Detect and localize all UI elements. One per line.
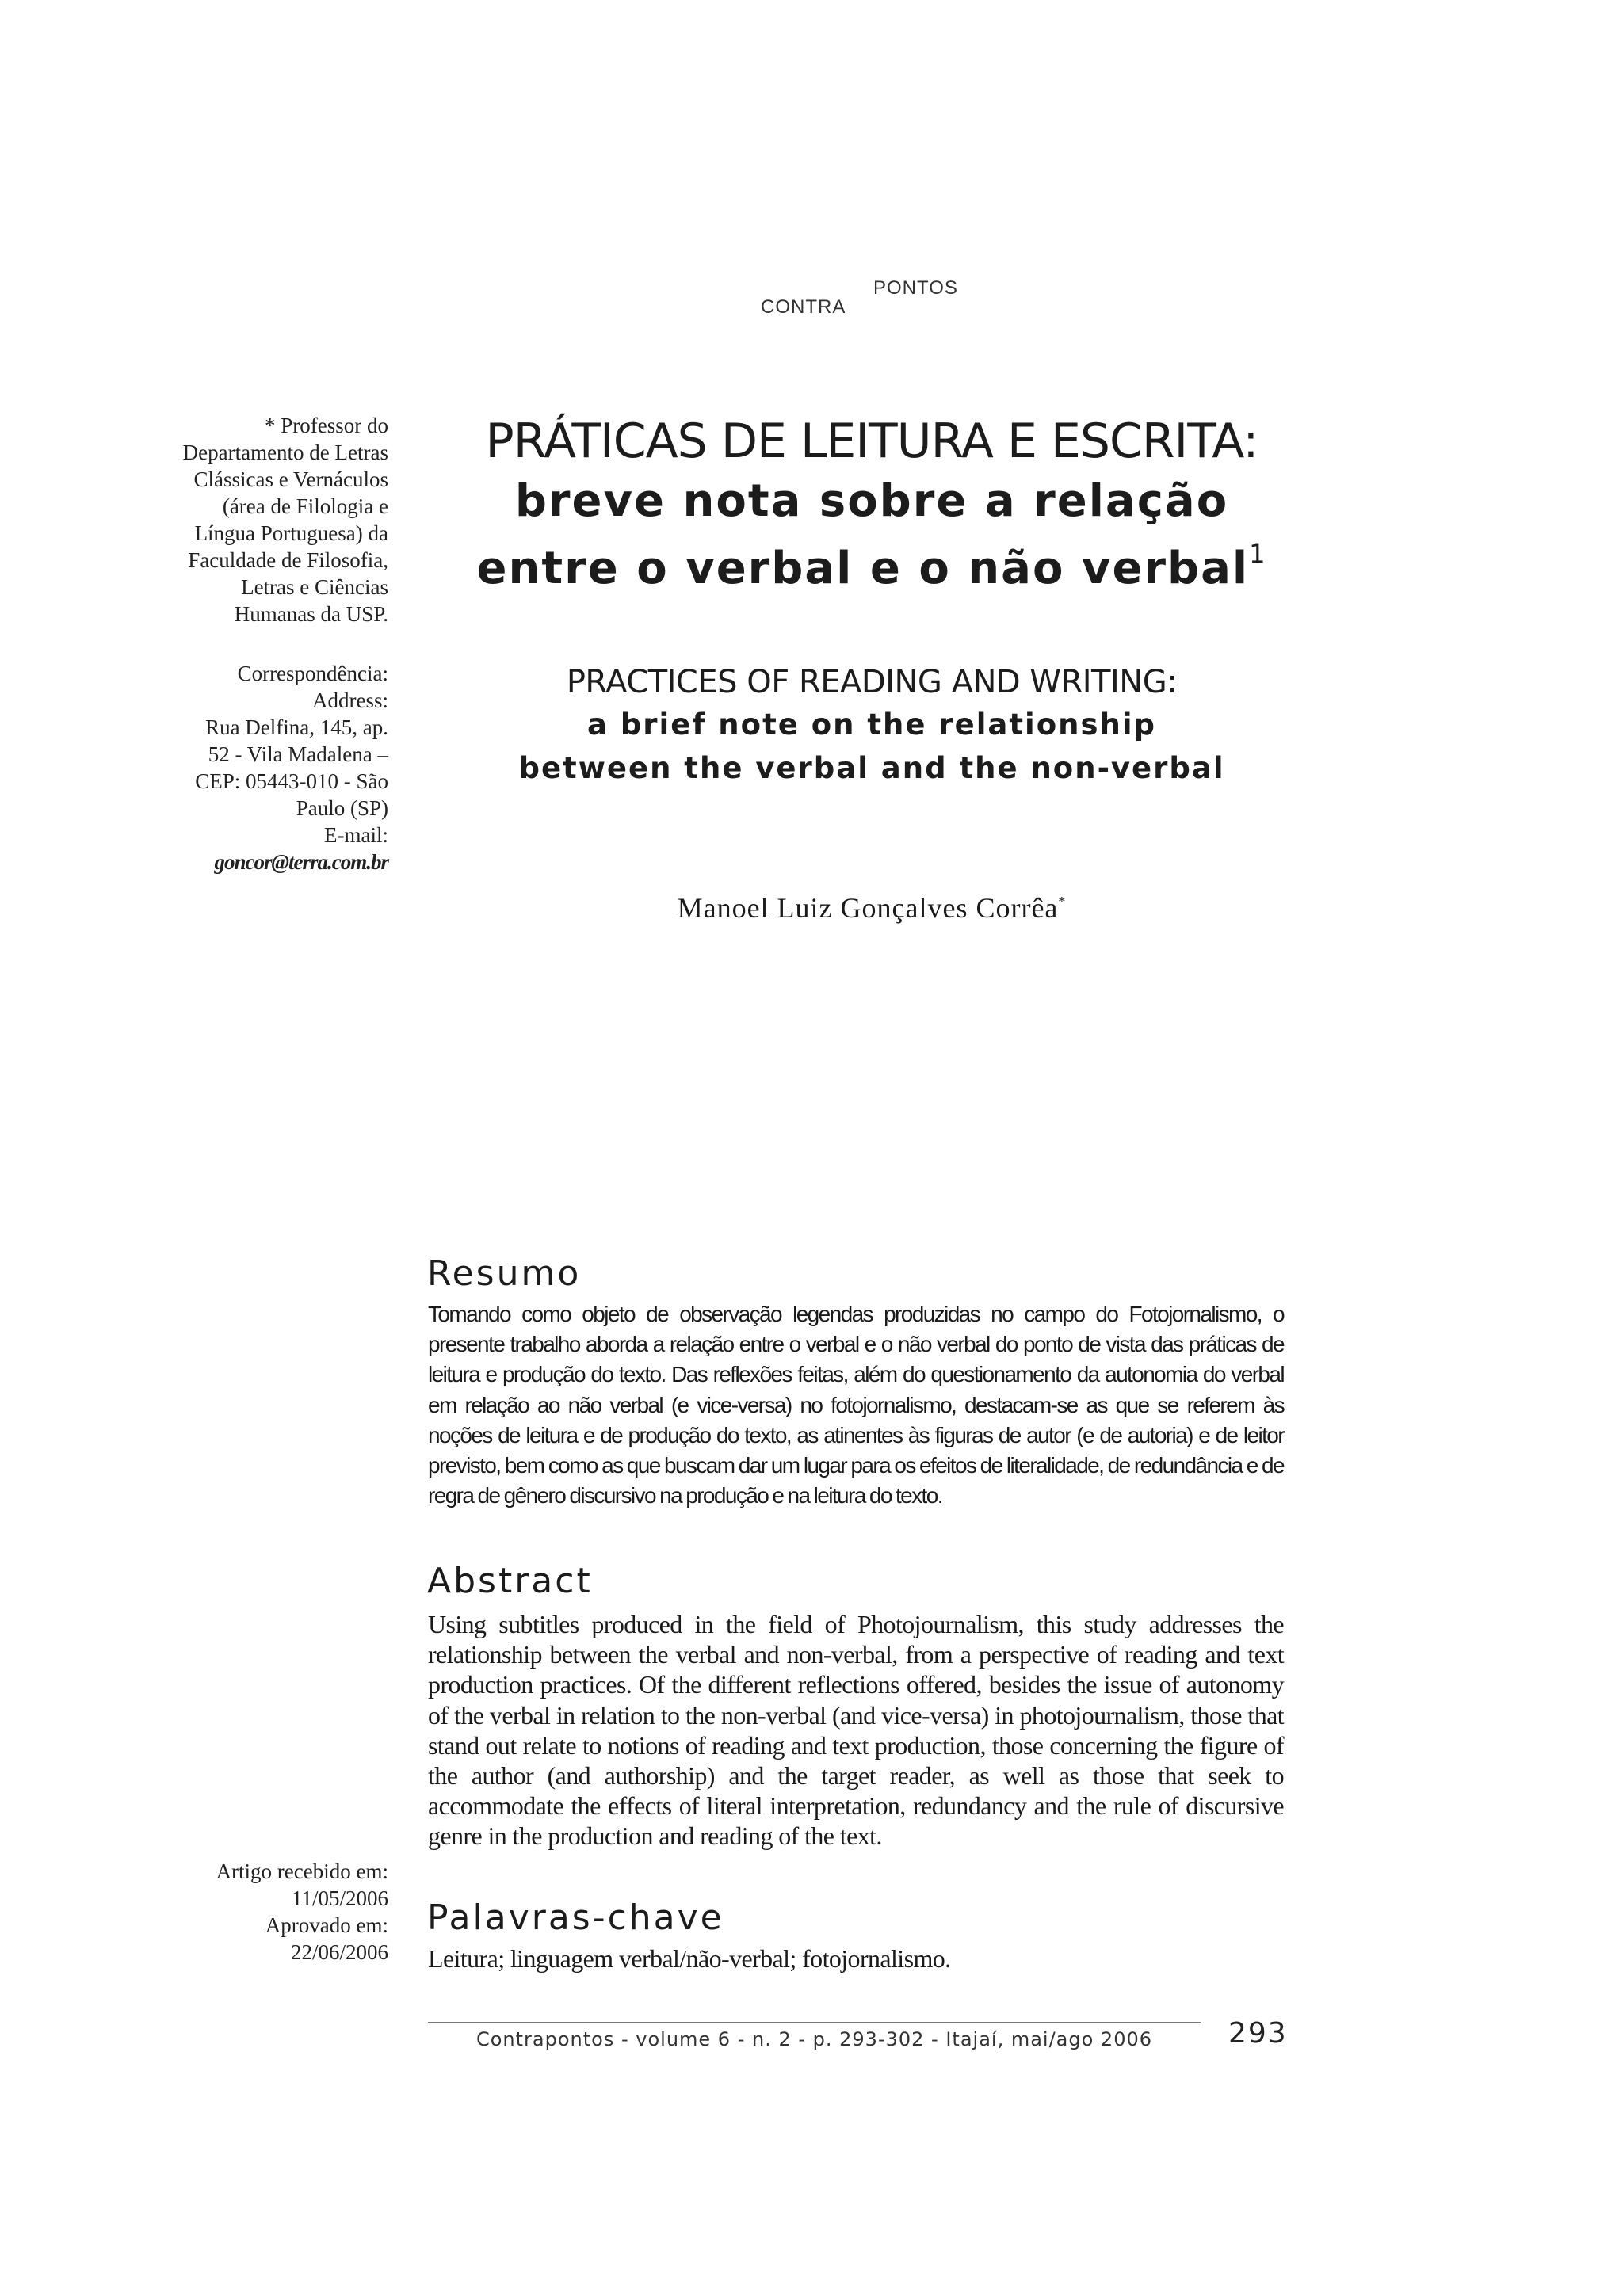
author-name: Manoel Luiz Gonçalves Corrêa bbox=[677, 892, 1059, 924]
affiliation-line: (área de Filologia e bbox=[222, 494, 388, 518]
subtitle-portuguese-line-1: breve nota sobre a relação bbox=[514, 475, 1229, 527]
correspondence-line: Address: bbox=[312, 688, 388, 712]
title-english: PRACTICES OF READING AND WRITING: bbox=[566, 664, 1178, 700]
resumo-heading: Resumo bbox=[427, 1253, 582, 1294]
affiliation-line: Faculdade de Filosofia, bbox=[188, 548, 388, 572]
correspondence-line: Correspondência: bbox=[237, 662, 388, 685]
affiliation-line: Departamento de Letras bbox=[182, 441, 388, 464]
subtitle-portuguese-line-2-text: entre o verbal e o não verbal bbox=[476, 543, 1250, 594]
subtitle-english-line-2: between the verbal and the non-verbal bbox=[518, 751, 1225, 785]
logo-bottom-text: CONTRA bbox=[761, 296, 846, 318]
footer-citation: Contrapontos - volume 6 - n. 2 - p. 293-302 - Itajaí, mai/ago 2006 bbox=[475, 2028, 1153, 2050]
correspondence-note bbox=[151, 660, 388, 875]
correspondence-line: Paulo (SP) bbox=[296, 796, 388, 820]
affiliation-line: Humanas da USP. bbox=[234, 602, 388, 626]
subtitle-english-line-1: a brief note on the relationship bbox=[586, 707, 1157, 742]
date-line: 22/06/2006 bbox=[290, 1940, 388, 1964]
keywords-heading: Palavras-chave bbox=[427, 1897, 724, 1938]
abstract-paragraph: Using subtitles produced in the field of Photojournalism, this study addresses the relationship between the verbal and non-verbal, from a perspective of reading and text production practices. Of the different reflections offered, besides the issue of autonomy of the verbal in relation to the non-verbal (and vice-versa) in photojournalism, those that stand out relate to notions of reading and text production, those concerning the figure of the author (and authorship) and the target reader, as well as those that seek to accommodate the effects of literal interpretation, redundancy and the rule of discursive genre in the production and reading of the text. bbox=[428, 1610, 1284, 1851]
affiliation-line: Clássicas e Vernáculos bbox=[193, 467, 388, 491]
abstract-heading: Abstract bbox=[427, 1561, 593, 1601]
article-dates-note bbox=[151, 1858, 388, 1966]
correspondence-line: Rua Delfina, 145, ap. bbox=[205, 715, 388, 739]
email-link[interactable]: goncor@terra.com.br bbox=[214, 850, 388, 874]
resumo-paragraph: Tomando como objeto de observação legendas produzidas no campo do Fotojornalismo, o presente trabalho aborda a relação entre o verbal e o não verbal do ponto de vista das práticas de leitura e produção do texto. Das reflexões feitas, além do questionamento da autonomia do verbal em relação ao não verbal (e vice-versa) no fotojornalismo, destacam-se as que se referem às noções de leitura e de produção do texto, as atinentes às figuras de autor (e de autoria) e de leitor previsto, bem como as que buscam dar um lugar para os efeitos de literalidade, de redundância e de regra de gênero discursivo na produção e na leitura do texto. bbox=[428, 1302, 1284, 1508]
logo-top-text: PONTOS bbox=[873, 277, 958, 299]
subtitle-portuguese-line-2 bbox=[428, 539, 1316, 594]
footnote-marker[interactable]: 1 bbox=[1249, 539, 1267, 569]
affiliation-line: * Professor do bbox=[265, 414, 388, 437]
date-line: Artigo recebido em: bbox=[216, 1859, 388, 1883]
correspondence-line: E-mail: bbox=[324, 823, 388, 847]
author-footnote-marker: * bbox=[1058, 894, 1067, 910]
page-number: 293 bbox=[1228, 2017, 1288, 2050]
author-byline bbox=[428, 891, 1316, 925]
date-line: Aprovado em: bbox=[265, 1913, 388, 1937]
author-affiliation-note bbox=[151, 412, 388, 627]
affiliation-line: Letras e Ciências bbox=[241, 575, 388, 599]
keywords-list: Leitura; linguagem verbal/não-verbal; fotojornalismo. bbox=[428, 1944, 951, 1973]
title-portuguese: PRÁTICAS DE LEITURA E ESCRITA: bbox=[485, 414, 1258, 469]
affiliation-line: Língua Portuguesa) da bbox=[194, 521, 388, 545]
correspondence-line: CEP: 05443-010 - São bbox=[195, 769, 388, 793]
journal-logo bbox=[761, 277, 958, 325]
footer-divider bbox=[428, 2022, 1201, 2023]
date-line: 11/05/2006 bbox=[291, 1886, 388, 1910]
correspondence-line: 52 - Vila Madalena – bbox=[208, 742, 388, 766]
